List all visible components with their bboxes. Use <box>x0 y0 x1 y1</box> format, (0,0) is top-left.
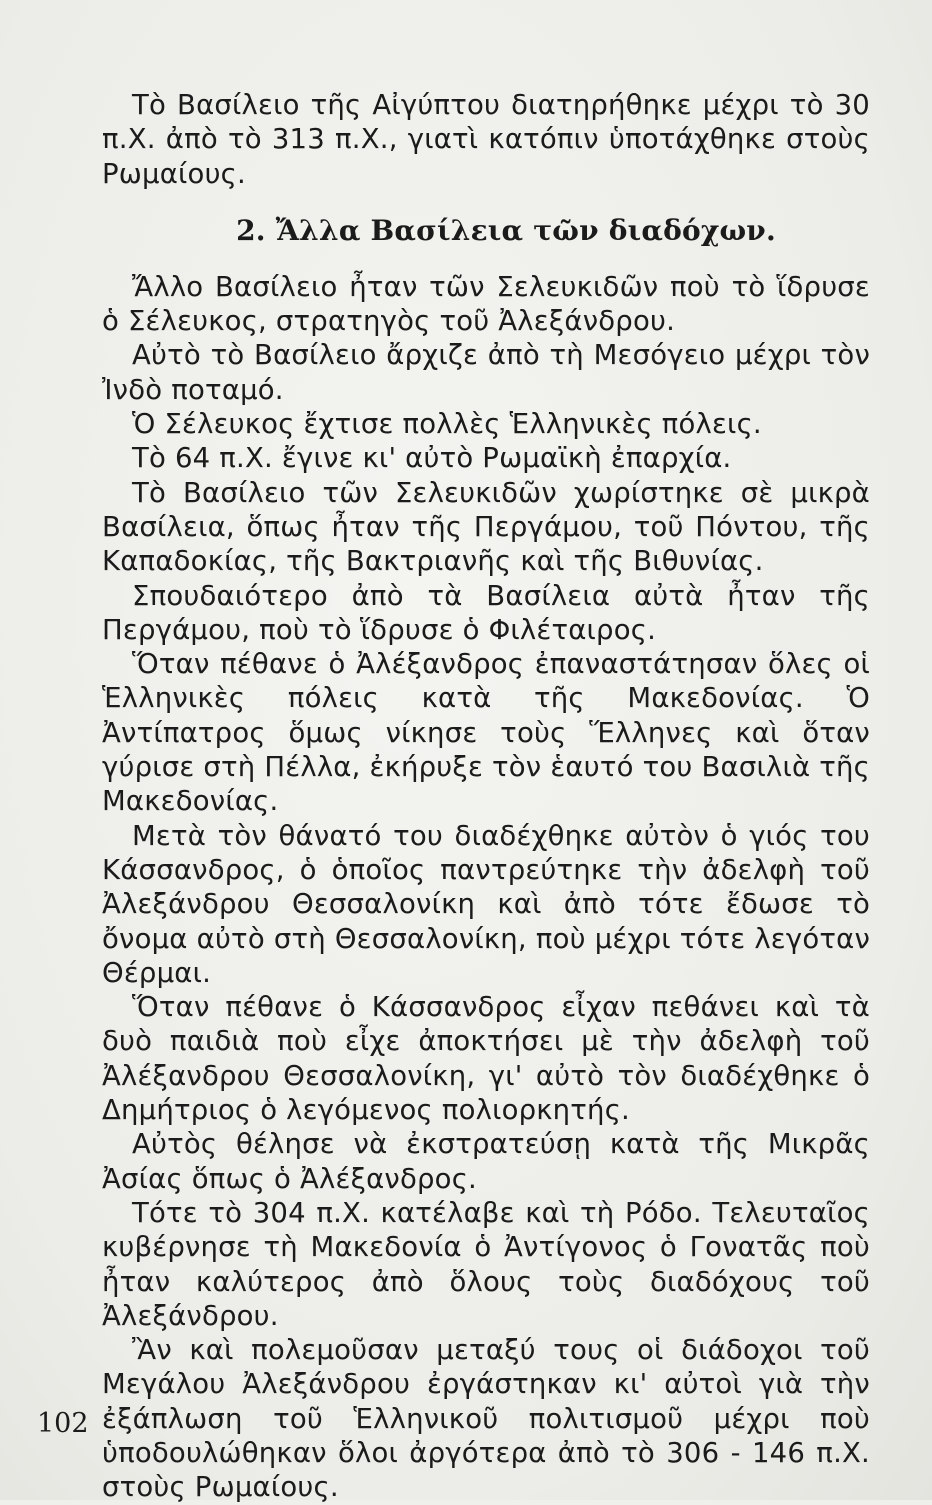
paragraph-1: Ἄλλο Βασίλειο ἦταν τῶν Σελευκιδῶν ποὺ τὸ ἵδρυσε ὁ Σέλευκος, στρατηγὸς τοῦ Ἀλεξάνδρου. <box>102 270 870 338</box>
paragraph-3: Ὁ Σέλευκος ἔχτισε πολλὲς Ἑλληνικὲς πόλεις. <box>132 408 762 441</box>
paragraph-11: Τότε τὸ 304 π.Χ. κατέλαβε καὶ τὴ Ρόδο. Τελευταῖος κυβέρνησε τὴ Μακεδονία ὁ Ἀντίγονος ὁ Γονατᾶς ποὺ ἦταν καλύτερος ἀπὸ ὅλους τοὺς διαδόχους τοῦ Ἀλεξάνδρου. <box>102 1196 870 1332</box>
page-number: 102 <box>37 1408 89 1439</box>
paragraph-2: Αὐτὸ τὸ Βασίλειο ἄρχιζε ἀπὸ τὴ Μεσόγειο μέχρι τὸν Ἰνδὸ ποταμό. <box>102 339 870 406</box>
paragraph-8: Μετὰ τὸν θάνατό του διαδέχθηκε αὐτὸν ὁ γιός του Κάσσανδρος, ὁ ὁποῖος παντρεύτηκε τὴν ἀδελφὴ τοῦ Ἀλεξάνδρου Θεσσαλονίκη καὶ ἀπὸ τότε ἔδωσε τὸ ὄνομα αὐτὸ στὴ Θεσσαλονίκη, ποὺ μέχρι τότε λεγόταν Θέρμαι. <box>102 819 870 989</box>
paragraph-7: Ὅταν πέθανε ὁ Ἀλέξανδρος ἐπαναστάτησαν ὅλες οἱ Ἑλληνικὲς πόλεις κατὰ τῆς Μακεδονίας. Ὁ Ἀντίπατρος ὅμως νίκησε τοὺς Ἕλληνες καὶ ὅταν γύρισε στὴ Πέλλα, ἐκήρυξε τὸν ἑαυτό του Βασιλιὰ τῆς Μακεδονίας. <box>102 648 870 818</box>
section-heading: 2. Ἄλλα Βασίλεια τῶν διαδόχων. <box>236 213 776 247</box>
intro-paragraph: Τὸ Βασίλειο τῆς Αἰγύπτου διατηρήθηκε μέχρι τὸ 30 π.Χ. ἀπὸ τὸ 313 π.Χ., γιατὶ κατόπιν ὑποτάχθηκε στοὺς Ρωμαίους. <box>102 89 870 190</box>
paragraph-9: Ὅταν πέθανε ὁ Κάσσανδρος εἶχαν πεθάνει καὶ τὰ δυὸ παιδιὰ ποὺ εἶχε ἀποκτήσει μὲ τὴν ἀδελφὴ τοῦ Ἀλέξανδρου Θεσσαλονίκη, γι' αὐτὸ τὸν διαδέχθηκε ὁ Δημήτριος ὁ λεγόμενος πολιορκητής. <box>102 991 870 1127</box>
page-body <box>102 88 870 1505</box>
paragraph-12: Ἂν καὶ πολεμοῦσαν μεταξύ τους οἱ διάδοχοι τοῦ Μεγάλου Ἀλεξάνδρου ἐργάστηκαν κι' αὐτοὶ γιὰ τὴν ἐξάπλωση τοῦ Ἑλληνικοῦ πολιτισμοῦ μέχρι ποὺ ὑποδουλώθηκαν ὅλοι ἀργότερα ἀπὸ τὸ 306 - 146 π.Χ. στοὺς Ρωμαίους. <box>102 1334 870 1504</box>
paragraph-6: Σπουδαιότερο ἀπὸ τὰ Βασίλεια αὐτὰ ἦταν τῆς Περγάμου, ποὺ τὸ ἵδρυσε ὁ Φιλέταιρος. <box>102 579 870 646</box>
paragraph-4: Τὸ 64 π.Χ. ἔγινε κι' αὐτὸ Ρωμαϊκὴ ἐπαρχία. <box>132 442 732 475</box>
paragraph-5: Τὸ Βασίλειο τῶν Σελευκιδῶν χωρίστηκε σὲ μικρὰ Βασίλεια, ὅπως ἦταν τῆς Περγάμου, τοῦ Πόντου, τῆς Καπαδοκίας, τῆς Βακτριανῆς καὶ τῆς Βιθυνίας. <box>102 476 870 578</box>
paragraph-10: Αὐτὸς θέλησε νὰ ἐκστρατεύσῃ κατὰ τῆς Μικρᾶς Ἀσίας ὅπως ὁ Ἀλέξανδρος. <box>102 1128 870 1195</box>
